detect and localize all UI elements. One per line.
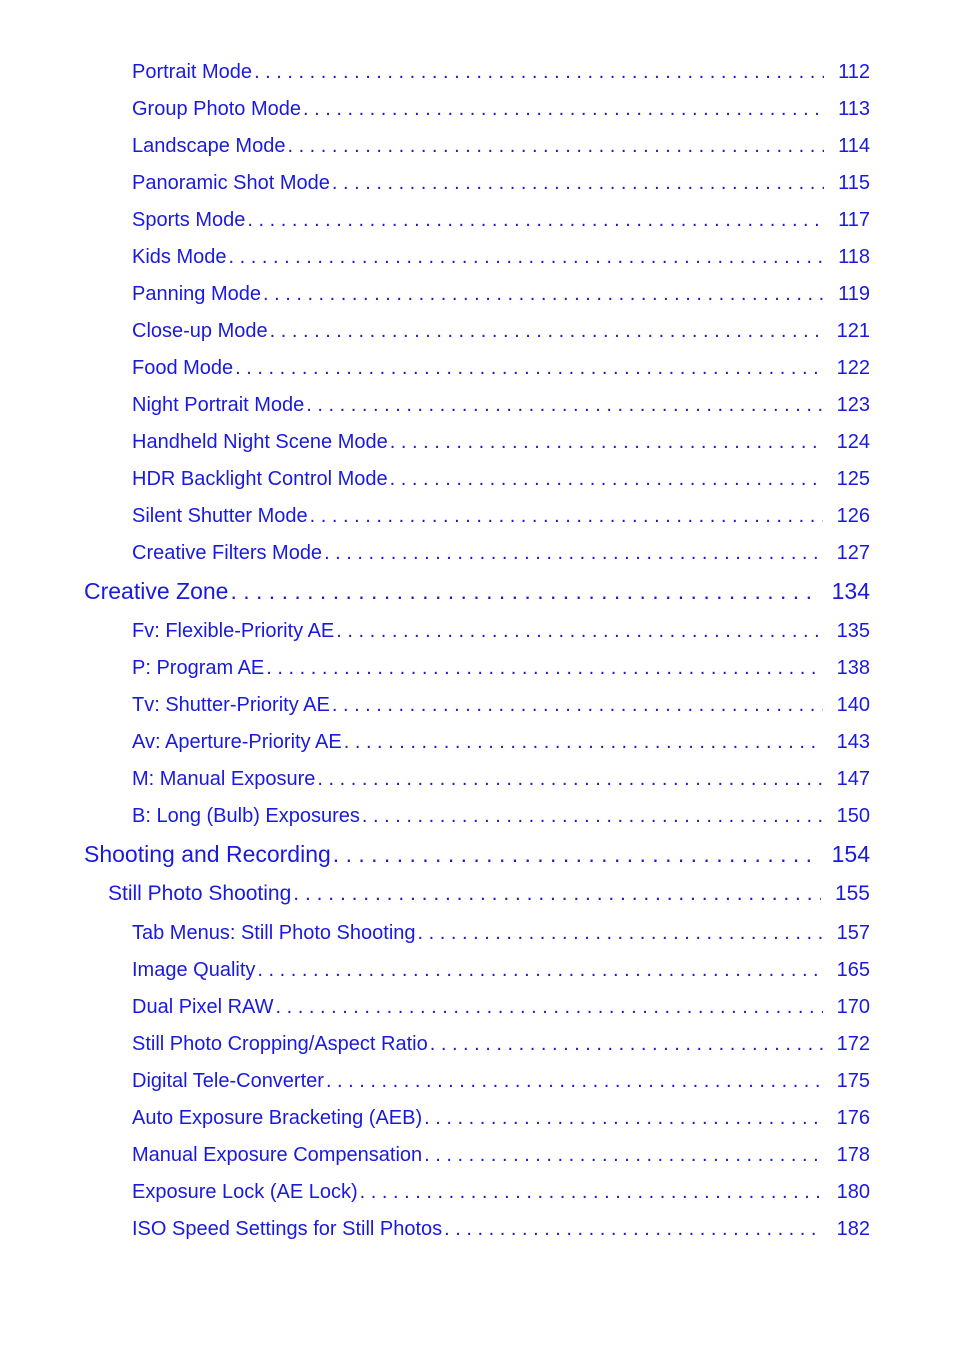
- toc-entry-title: Image Quality: [132, 959, 256, 981]
- toc-entry-page: 123: [836, 394, 870, 416]
- toc-entry-title: Tv: Shutter-Priority AE: [132, 694, 330, 716]
- toc-entry-title: ISO Speed Settings for Still Photos: [132, 1218, 443, 1240]
- toc-entry-page: 117: [838, 209, 870, 231]
- toc-entry-page: 134: [831, 578, 870, 604]
- dot-leader: [444, 1218, 822, 1241]
- toc-entry-title: HDR Backlight Control Mode: [132, 468, 388, 490]
- toc-entry-title: Exposure Lock (AE Lock): [132, 1181, 358, 1203]
- dot-leader: [362, 805, 823, 828]
- toc-entry-title: Panoramic Shot Mode: [132, 172, 330, 194]
- toc-entry-title: Manual Exposure Compensation: [132, 1144, 423, 1166]
- toc-entry-title: Group Photo Mode: [132, 98, 301, 120]
- dot-leader: [276, 996, 823, 1019]
- toc-entry-page: 176: [836, 1107, 870, 1129]
- toc-entry-page: 138: [836, 657, 870, 679]
- toc-entry-page: 121: [836, 320, 870, 342]
- toc-entry-page: 165: [836, 959, 870, 981]
- toc-entry-title: M: Manual Exposure: [132, 768, 316, 790]
- toc-entry-title: Night Portrait Mode: [132, 394, 305, 416]
- toc-entry-page: 114: [838, 135, 870, 157]
- toc-entry-page: 127: [836, 542, 870, 564]
- dot-leader: [317, 768, 822, 791]
- toc-entry-page: 126: [836, 505, 870, 527]
- dot-leader: [229, 246, 825, 269]
- toc-entry[interactable]: [108, 882, 870, 906]
- toc-entry-title: P: Program AE: [132, 657, 265, 679]
- toc-entry-title: Auto Exposure Bracketing (AEB): [132, 1107, 423, 1129]
- toc-entry-page: 172: [836, 1033, 870, 1055]
- toc-entry[interactable]: [132, 731, 870, 754]
- toc-entry-page: 143: [836, 731, 870, 753]
- toc-entry-page: 112: [838, 61, 870, 83]
- toc-entry[interactable]: [132, 505, 870, 528]
- toc-entry-title: Creative Zone: [84, 578, 229, 604]
- dot-leader: [418, 922, 823, 945]
- toc-entry-page: 124: [836, 431, 870, 453]
- dot-leader: [424, 1144, 822, 1167]
- toc-entry-title: Still Photo Shooting: [108, 882, 292, 905]
- toc-entry[interactable]: [132, 1107, 870, 1130]
- dot-leader: [390, 468, 823, 491]
- dot-leader: [424, 1107, 822, 1130]
- dot-leader: [324, 542, 823, 565]
- toc-entry[interactable]: [132, 1181, 870, 1204]
- toc-entry[interactable]: [132, 768, 870, 791]
- toc-entry[interactable]: [132, 1218, 870, 1241]
- dot-leader: [235, 357, 822, 380]
- toc-entry-page: 135: [836, 620, 870, 642]
- toc-entry-title: Kids Mode: [132, 246, 227, 268]
- toc-entry-page: 147: [836, 768, 870, 790]
- toc-entry[interactable]: [132, 542, 870, 565]
- toc-entry-page: 118: [838, 246, 870, 268]
- dot-leader: [293, 882, 821, 906]
- dot-leader: [360, 1181, 823, 1204]
- dot-leader: [257, 959, 822, 982]
- dot-leader: [270, 320, 823, 343]
- toc-entry-page: 150: [836, 805, 870, 827]
- dot-leader: [310, 505, 823, 528]
- dot-leader: [263, 283, 824, 306]
- toc-entry-page: 170: [836, 996, 870, 1018]
- toc-entry-title: Av: Aperture-Priority AE: [132, 731, 342, 753]
- toc-entry-title: Landscape Mode: [132, 135, 286, 157]
- toc-entry[interactable]: [132, 1070, 870, 1093]
- toc-entry[interactable]: [132, 996, 870, 1019]
- toc-entry[interactable]: [132, 922, 870, 945]
- toc-entry[interactable]: [132, 468, 870, 491]
- dot-leader: [333, 841, 818, 868]
- toc-entry-page: 175: [836, 1070, 870, 1092]
- dot-leader: [254, 61, 824, 84]
- toc-entry-title: Handheld Night Scene Mode: [132, 431, 388, 453]
- toc-entry-title: Sports Mode: [132, 209, 246, 231]
- toc-entry-page: 115: [838, 172, 870, 194]
- toc-entry-page: 154: [831, 841, 870, 867]
- toc-entry-title: Panning Mode: [132, 283, 261, 305]
- toc-entry-title: Silent Shutter Mode: [132, 505, 308, 527]
- dot-leader: [306, 394, 822, 417]
- toc-entry[interactable]: [132, 620, 870, 643]
- toc-entry[interactable]: [132, 959, 870, 982]
- dot-leader: [266, 657, 822, 680]
- toc-entry-title: Food Mode: [132, 357, 234, 379]
- toc-entry[interactable]: [132, 61, 870, 84]
- toc-entry-title: B: Long (Bulb) Exposures: [132, 805, 360, 827]
- dot-leader: [390, 431, 823, 454]
- toc-entry[interactable]: [132, 320, 870, 343]
- toc-entry[interactable]: [132, 357, 870, 380]
- toc-entry-page: 140: [836, 694, 870, 716]
- toc-entry[interactable]: [132, 1144, 870, 1167]
- toc-entry[interactable]: [84, 841, 870, 868]
- toc-entry-page: 157: [836, 922, 870, 944]
- toc-entry[interactable]: [132, 283, 870, 306]
- toc-entry[interactable]: [132, 246, 870, 269]
- toc-entry[interactable]: [132, 1033, 870, 1056]
- dot-leader: [332, 694, 823, 717]
- toc-entry-page: 122: [836, 357, 870, 379]
- toc-entry[interactable]: [132, 394, 870, 417]
- dot-leader: [287, 135, 824, 158]
- toc-entry[interactable]: [132, 172, 870, 195]
- toc-entry[interactable]: [132, 805, 870, 828]
- dot-leader: [336, 620, 822, 643]
- toc-entry[interactable]: [132, 209, 870, 232]
- dot-leader: [344, 731, 823, 754]
- toc-entry-title: Shooting and Recording: [84, 841, 331, 867]
- dot-leader: [430, 1033, 823, 1056]
- toc-entry-page: 155: [834, 882, 870, 905]
- dot-leader: [247, 209, 824, 232]
- toc-entry[interactable]: [132, 431, 870, 454]
- dot-leader: [326, 1070, 823, 1093]
- toc-entry-page: 119: [838, 283, 870, 305]
- toc-entry-page: 125: [836, 468, 870, 490]
- toc-entry-title: Close-up Mode: [132, 320, 268, 342]
- toc-entry-page: 113: [838, 98, 870, 120]
- toc-entry-title: Dual Pixel RAW: [132, 996, 274, 1018]
- toc-entry-title: Tab Menus: Still Photo Shooting: [132, 922, 416, 944]
- toc-entry[interactable]: [132, 657, 870, 680]
- toc-entry[interactable]: [132, 98, 870, 121]
- toc-entry-title: Fv: Flexible-Priority AE: [132, 620, 335, 642]
- dot-leader: [332, 172, 824, 195]
- dot-leader: [303, 98, 824, 121]
- toc-entry[interactable]: [84, 578, 870, 605]
- toc-entry[interactable]: [132, 694, 870, 717]
- toc-entry-page: 182: [836, 1218, 870, 1240]
- toc-entry-title: Digital Tele-Converter: [132, 1070, 324, 1092]
- toc-entry-title: Portrait Mode: [132, 61, 253, 83]
- toc-entry-title: Creative Filters Mode: [132, 542, 323, 564]
- toc-entry[interactable]: [132, 135, 870, 158]
- dot-leader: [230, 578, 817, 605]
- toc-entry-page: 180: [836, 1181, 870, 1203]
- toc-entry-page: 178: [836, 1144, 870, 1166]
- toc-entry-title: Still Photo Cropping/Aspect Ratio: [132, 1033, 428, 1055]
